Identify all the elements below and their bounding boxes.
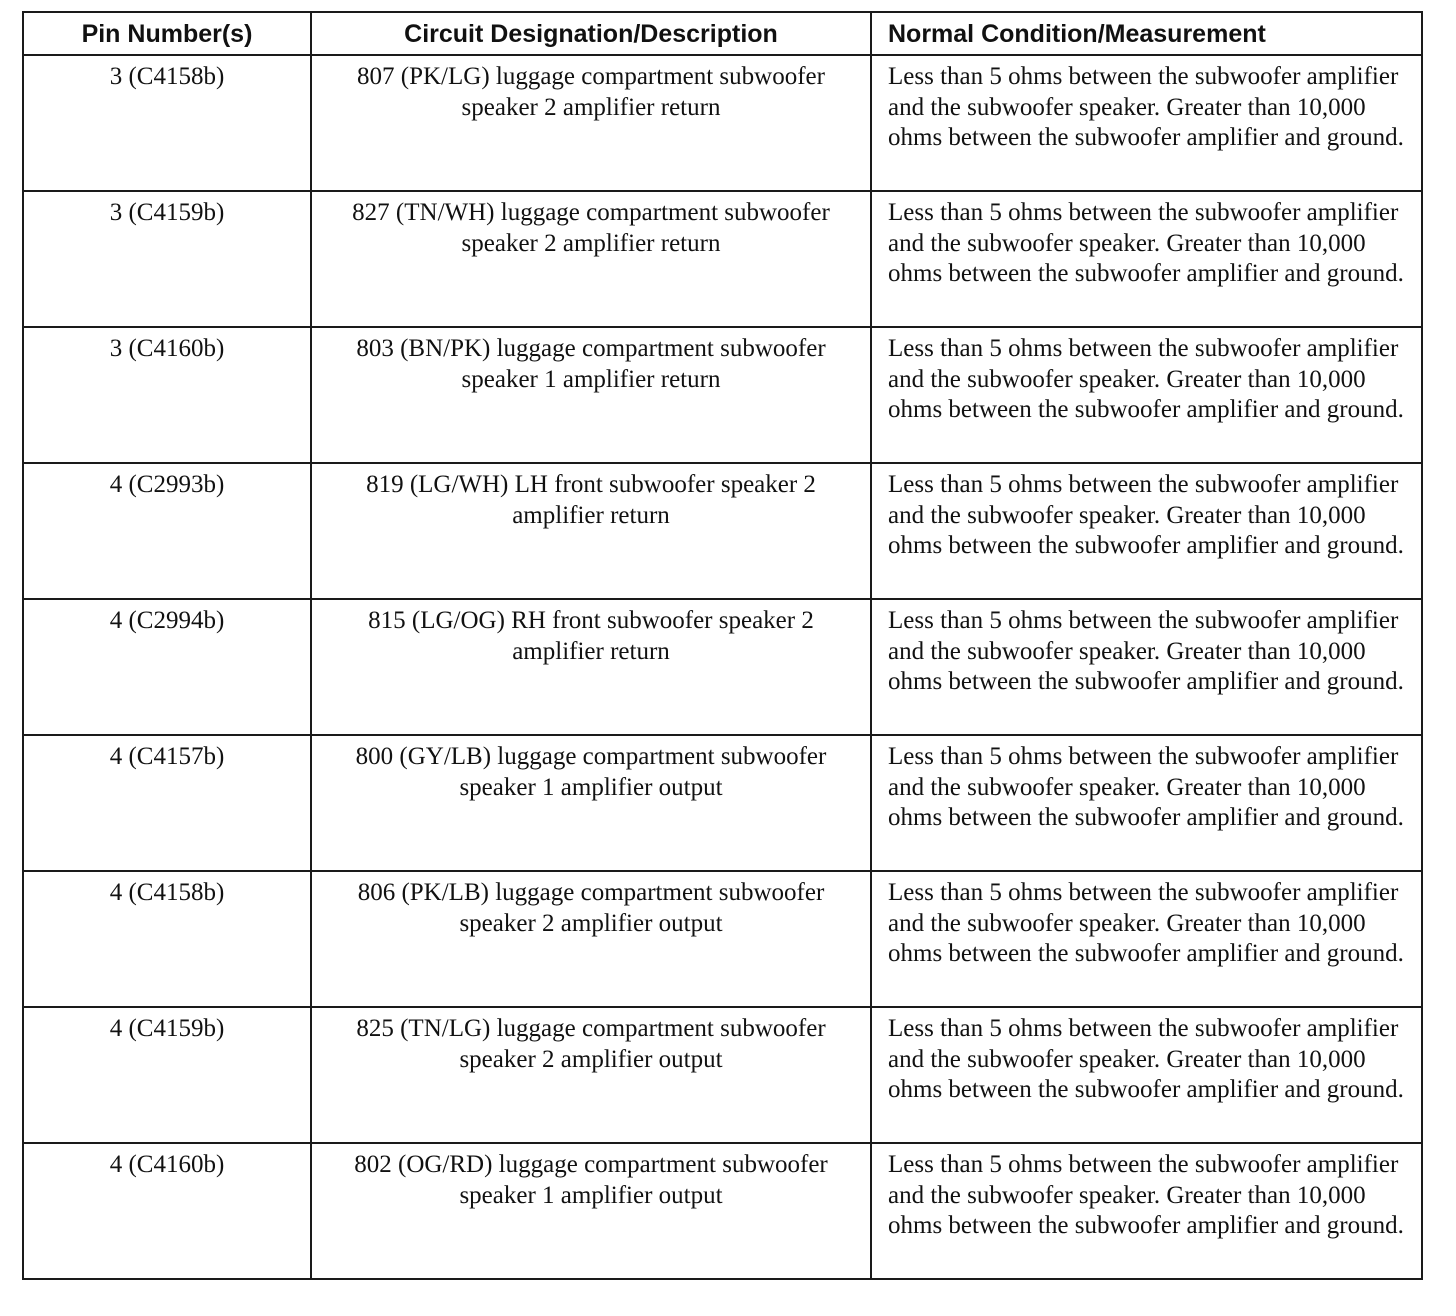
table-row	[23, 735, 1422, 871]
header-pin-numbers: Pin Number(s)	[23, 12, 311, 55]
circuit-description-cell: 807 (PK/LG) luggage compartment subwoofer speaker 2 amplifier return	[311, 55, 871, 191]
measurement-cell: Less than 5 ohms between the subwoofer amplifier and the subwoofer speaker. Greater than 10,000 ohms between the subwoofer amplifier and ground.	[871, 599, 1422, 735]
circuit-description-cell: 815 (LG/OG) RH front subwoofer speaker 2 amplifier return	[311, 599, 871, 735]
circuit-description-cell: 806 (PK/LB) luggage compartment subwoofer speaker 2 amplifier output	[311, 871, 871, 1007]
pin-number-cell: 3 (C4158b)	[23, 55, 311, 191]
table-row	[23, 55, 1422, 191]
measurement-cell: Less than 5 ohms between the subwoofer amplifier and the subwoofer speaker. Greater than 10,000 ohms between the subwoofer amplifier and ground.	[871, 55, 1422, 191]
table-body	[23, 55, 1422, 1279]
circuit-description-cell: 827 (TN/WH) luggage compartment subwoofer speaker 2 amplifier return	[311, 191, 871, 327]
measurement-cell: Less than 5 ohms between the subwoofer amplifier and the subwoofer speaker. Greater than 10,000 ohms between the subwoofer amplifier and ground.	[871, 463, 1422, 599]
circuit-description-cell: 803 (BN/PK) luggage compartment subwoofer speaker 1 amplifier return	[311, 327, 871, 463]
table-row	[23, 599, 1422, 735]
header-normal-condition: Normal Condition/Measurement	[871, 12, 1422, 55]
pin-number-cell: 4 (C4158b)	[23, 871, 311, 1007]
table-row	[23, 463, 1422, 599]
circuit-description-cell: 819 (LG/WH) LH front subwoofer speaker 2 amplifier return	[311, 463, 871, 599]
pin-number-cell: 4 (C4159b)	[23, 1007, 311, 1143]
table-row	[23, 1007, 1422, 1143]
table-row	[23, 871, 1422, 1007]
pin-number-cell: 4 (C2994b)	[23, 599, 311, 735]
pin-number-cell: 3 (C4160b)	[23, 327, 311, 463]
circuit-description-cell: 825 (TN/LG) luggage compartment subwoofer speaker 2 amplifier output	[311, 1007, 871, 1143]
table-header	[23, 12, 1422, 55]
header-row	[23, 12, 1422, 55]
header-circuit-designation: Circuit Designation/Description	[311, 12, 871, 55]
measurement-cell: Less than 5 ohms between the subwoofer amplifier and the subwoofer speaker. Greater than 10,000 ohms between the subwoofer amplifier and ground.	[871, 1143, 1422, 1279]
pin-number-cell: 3 (C4159b)	[23, 191, 311, 327]
measurement-cell: Less than 5 ohms between the subwoofer amplifier and the subwoofer speaker. Greater than 10,000 ohms between the subwoofer amplifier and ground.	[871, 871, 1422, 1007]
pin-number-cell: 4 (C2993b)	[23, 463, 311, 599]
circuit-description-cell: 802 (OG/RD) luggage compartment subwoofer speaker 1 amplifier output	[311, 1143, 871, 1279]
table-row	[23, 327, 1422, 463]
table-row	[23, 191, 1422, 327]
pin-number-cell: 4 (C4157b)	[23, 735, 311, 871]
circuit-description-cell: 800 (GY/LB) luggage compartment subwoofer speaker 1 amplifier output	[311, 735, 871, 871]
measurement-cell: Less than 5 ohms between the subwoofer amplifier and the subwoofer speaker. Greater than 10,000 ohms between the subwoofer amplifier and ground.	[871, 735, 1422, 871]
measurement-cell: Less than 5 ohms between the subwoofer amplifier and the subwoofer speaker. Greater than 10,000 ohms between the subwoofer amplifier and ground.	[871, 327, 1422, 463]
measurement-cell: Less than 5 ohms between the subwoofer amplifier and the subwoofer speaker. Greater than 10,000 ohms between the subwoofer amplifier and ground.	[871, 1007, 1422, 1143]
pin-test-table	[22, 11, 1423, 1280]
table-row	[23, 1143, 1422, 1279]
pin-number-cell: 4 (C4160b)	[23, 1143, 311, 1279]
measurement-cell: Less than 5 ohms between the subwoofer amplifier and the subwoofer speaker. Greater than 10,000 ohms between the subwoofer amplifier and ground.	[871, 191, 1422, 327]
